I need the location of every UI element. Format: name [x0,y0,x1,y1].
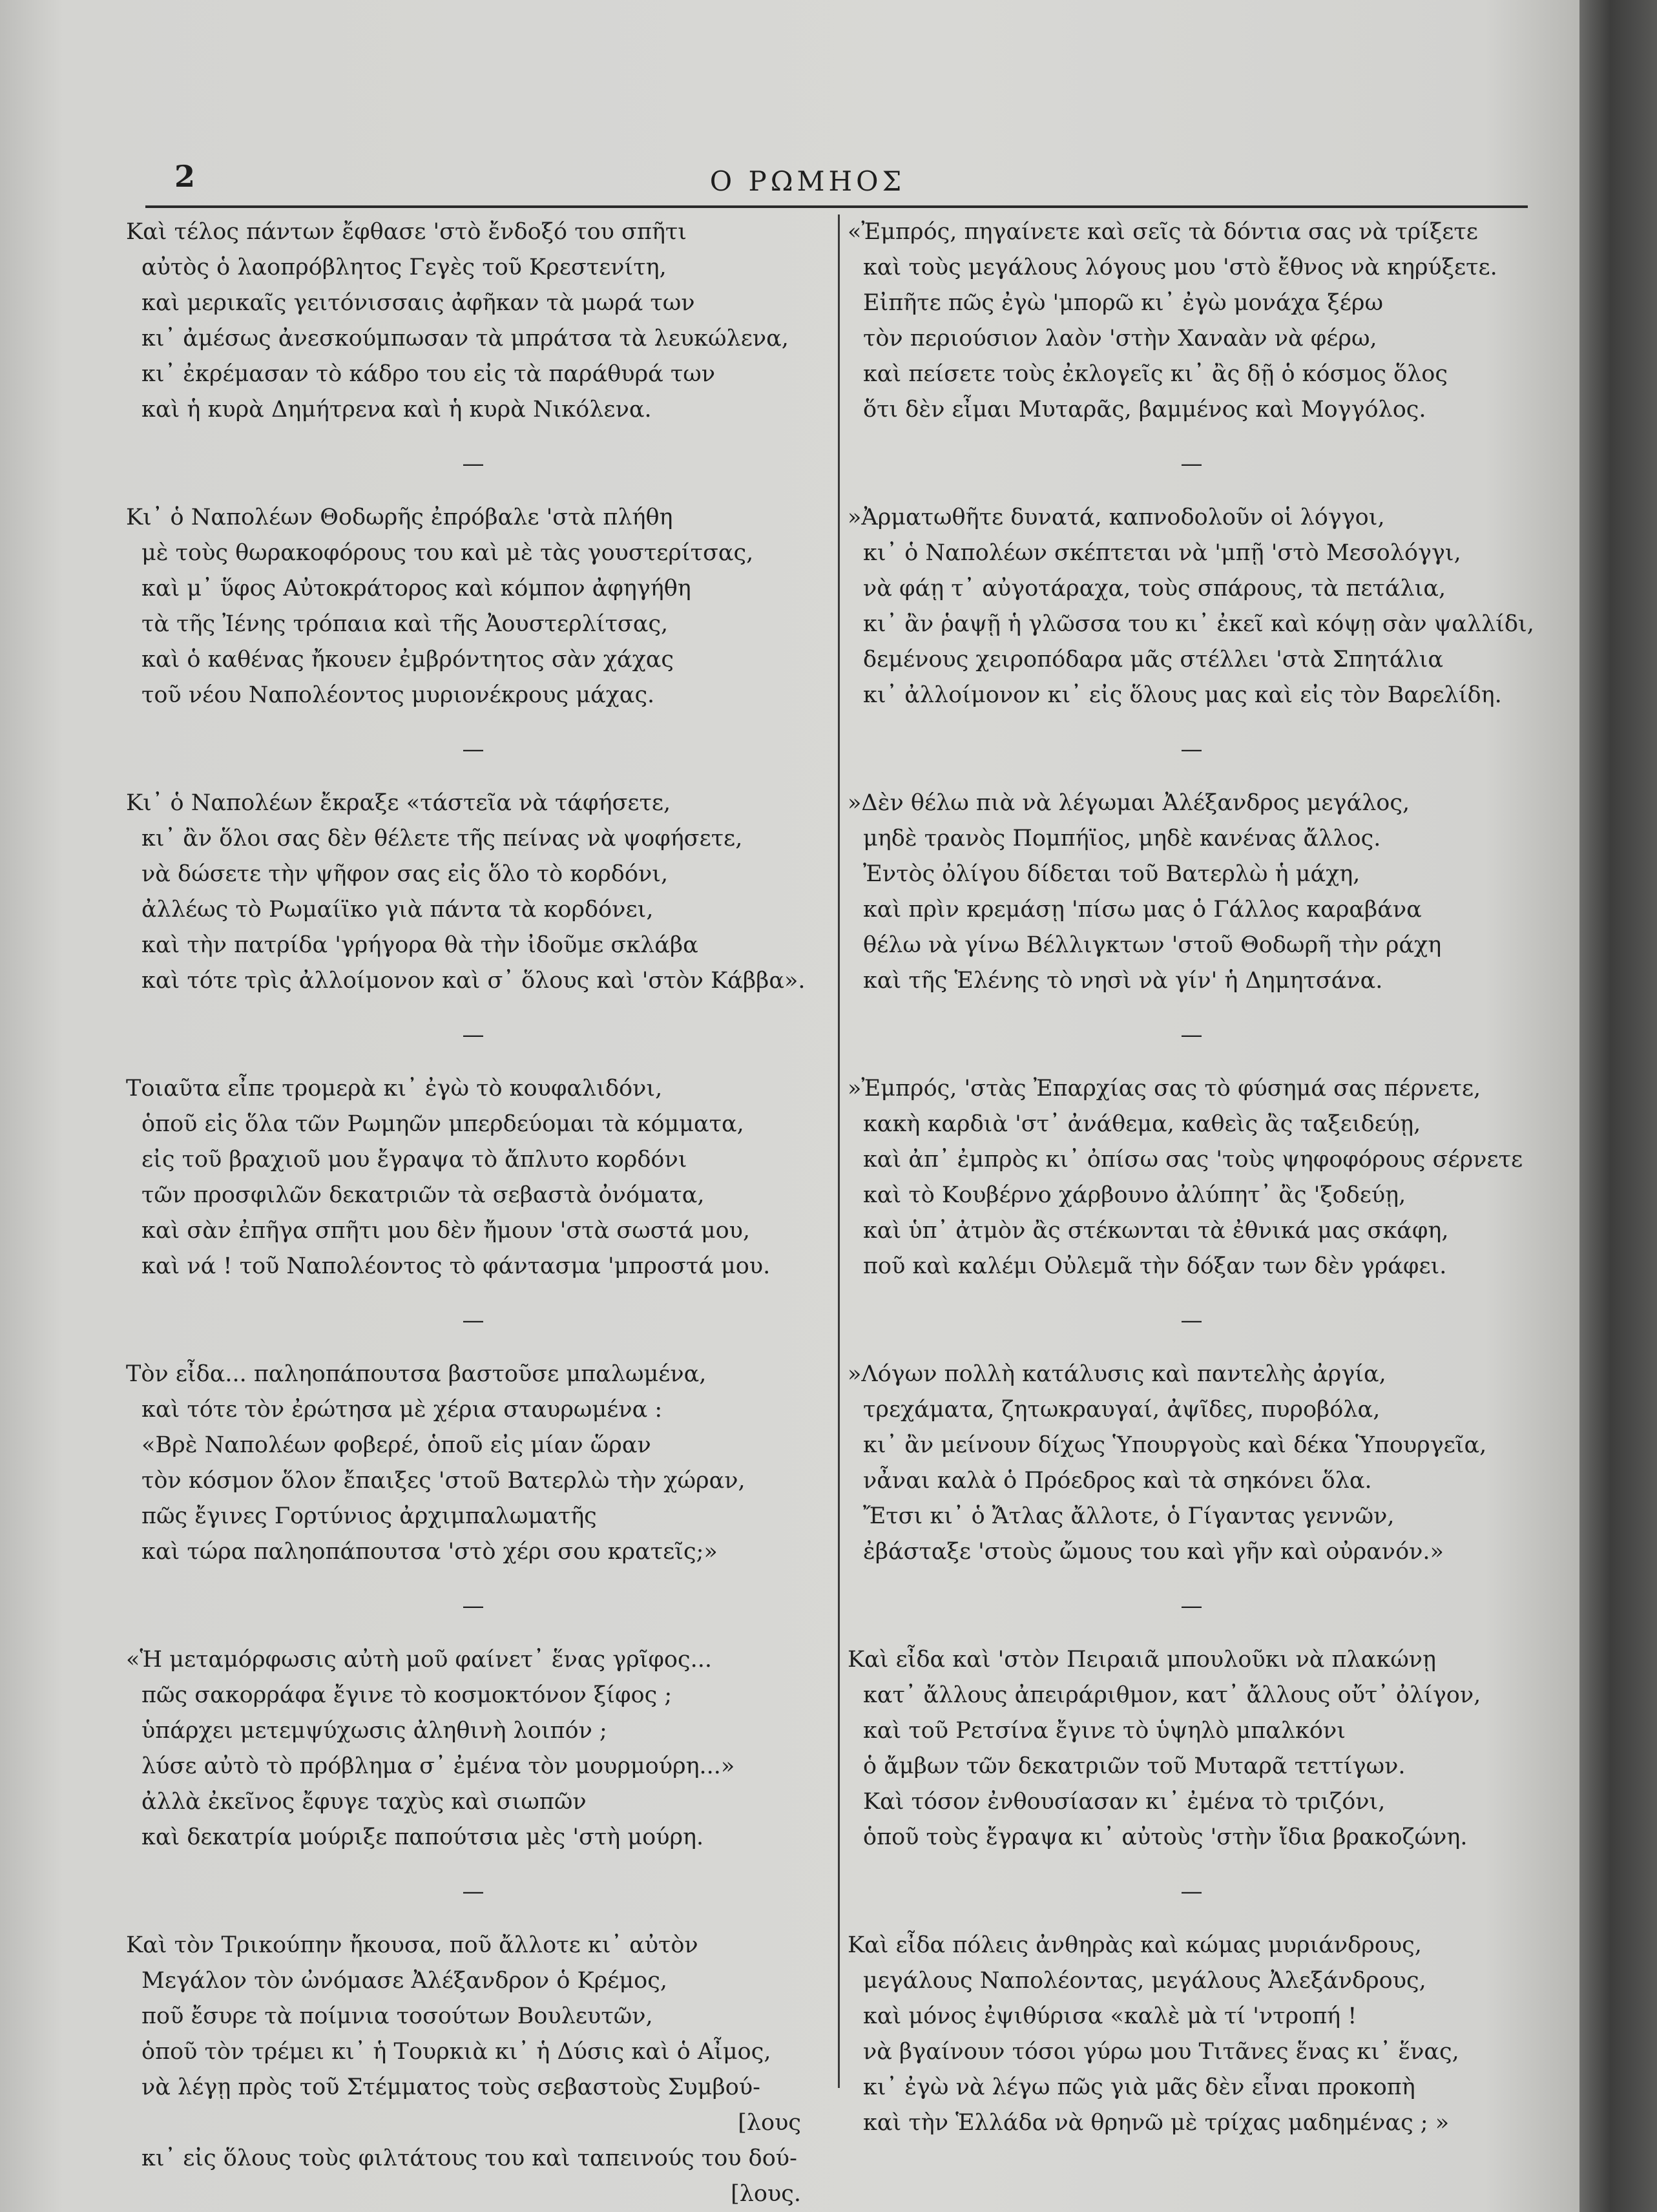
stanza [848,1357,1536,1570]
verse-line: »Ἐμπρός, 'στὰς Ἐπαρχίας σας τὸ φύσημά σας πέρνετε, [848,1076,1481,1101]
verse-line: καὶ τοὺς μεγάλους λόγους μου 'στὸ ἔθνος νὰ κηρύξετε. [863,255,1497,280]
verse-line: νὰ δώσετε τὴν ψῆφον σας εἰς ὅλο τὸ κορδόνι, [141,861,669,887]
verse-line: τὸν κόσμον ὅλον ἔπαιξες 'στοῦ Βατερλὼ τὴν χώραν, [141,1468,745,1494]
verse-line: καὶ ὁ καθένας ἤκουεν ἐμβρόντητος σὰν χάχας [141,647,674,673]
verse-line: Καὶ τέλος πάντων ἔφθασε 'στὸ ἔνδοξό του σπῆτι [126,219,687,245]
verse-line: κι᾽ ἂν μείνουν δίχως Ὑπουργοὺς καὶ δέκα Ὑπουργεῖα, [863,1432,1487,1458]
verse-line: καὶ δεκατρία μούριξε παπούτσια μὲς 'στὴ μούρη. [141,1824,704,1850]
verse-line: »Ἀρματωθῆτε δυνατά, καπνοδολοῦν οἱ λόγγοι, [848,505,1385,530]
verse-line: κατ᾽ ἄλλους ἀπειράριθμον, κατ᾽ ἄλλους οὔτ᾽ ὀλίγον, [863,1682,1481,1708]
stanza [848,214,1536,428]
verse-line: καὶ ἀπ᾽ ἐμπρὸς κι᾽ ὀπίσω σας 'τοὺς ψηφοφόρους σέρνετε [863,1147,1523,1173]
verse-line: τῶν προσφιλῶν δεκατριῶν τὰ σεβαστὰ ὀνόματα, [141,1182,705,1208]
verse-line: «Ἐμπρός, πηγαίνετε καὶ σεῖς τὰ δόντια σας νὰ τρίξετε [848,219,1478,245]
verse-line: καὶ τὴν Ἑλλάδα νὰ θρηνῶ μὲ τρίχας μαδημένας ; » [863,2110,1450,2136]
stanza [848,1928,1536,2141]
stanza-separator: — [1180,1022,1203,1048]
verse-line: κι᾽ ἂν ῥαψῇ ἡ γλῶσσα του κι᾽ ἐκεῖ καὶ κόψῃ σὰν ψαλλίδι, [863,611,1534,637]
verse-line: ὁποῦ τοὺς ἔγραψα κι᾽ αὐτοὺς 'στὴν ἴδια βρακοζώνη. [863,1824,1468,1850]
page-title: Ο ΡΩΜΗΟΣ [709,165,906,197]
verse-line: καὶ ὑπ᾽ ἀτμὸν ἂς στέκωνται τὰ ἐθνικά μας σκάφη, [863,1218,1449,1244]
verse-line: κι᾽ ἂν ὅλοι σας δὲν θέλετε τῆς πείνας νὰ ψοφήσετε, [141,826,743,851]
verse-line: ὁ ἄμβων τῶν δεκατριῶν τοῦ Μυταρᾶ τεττίγων. [863,1753,1406,1779]
verse-line: ἐβάσταξε 'στοὺς ὤμους του καὶ γῆν καὶ οὐρανόν.» [863,1539,1444,1565]
verse-line: καὶ ἡ κυρὰ Δημήτρενα καὶ ἡ κυρὰ Νικόλενα. [141,397,652,423]
stanza [126,500,820,713]
verse-line: καὶ τὸ Κουβέρνο χάρβουνο ἀλύπητ᾽ ἂς 'ξοδεύῃ, [863,1182,1406,1208]
verse-line: μὲ τοὺς θωρακοφόρους του καὶ μὲ τὰς γουστερίτσας, [141,540,754,566]
stanza-separator: — [462,1308,485,1333]
verse-line: καὶ νά ! τοῦ Ναπολέοντος τὸ φάντασμα 'μπροστά μου. [141,1253,771,1279]
verse-line: ἀλλὰ ἐκεῖνος ἔφυγε ταχὺς καὶ σιωπῶν [141,1789,587,1815]
stanza-separator: — [1180,1879,1203,1904]
stanza-separator: — [462,736,485,762]
verse-line: νὰ βγαίνουν τόσοι γύρω μου Τιτᾶνες ἕνας κι᾽ ἕνας, [863,2039,1459,2065]
verse-line: Καὶ εἶδα πόλεις ἀνθηρὰς καὶ κώμας μυριάνδρους, [848,1932,1422,1958]
verse-line: ὅτι δὲν εἶμαι Μυταρᾶς, βαμμένος καὶ Μογγόλος. [863,397,1426,423]
verse-line: ὁποῦ τὸν τρέμει κι᾽ ἡ Τουρκιὰ κι᾽ ἡ Δύσις καὶ ὁ Αἶμος, [141,2039,771,2065]
verse-line: αὐτὸς ὁ λαοπρόβλητος Γεγὲς τοῦ Κρεστενίτη, [141,255,667,280]
verse-line: «Ἡ μεταμόρφωσις αὐτὴ μοῦ φαίνετ᾽ ἕνας γρῖφος... [126,1647,712,1673]
verse-line: τὰ τῆς Ἰένης τρόπαια καὶ τῆς Ἀουστερλίτσας, [141,611,669,637]
verse-line: Τοιαῦτα εἶπε τρομερὰ κι᾽ ἐγὼ τὸ κουφαλιδόνι, [126,1076,663,1101]
verse-line: κι᾽ ἀμέσως ἀνεσκούμπωσαν τὰ μπράτσα τὰ λευκώλενα, [141,326,789,351]
stanza [126,1928,820,2212]
verse-line: κι᾽ ἐγὼ νὰ λέγω πῶς γιὰ μᾶς δὲν εἶναι προκοπὴ [863,2074,1415,2100]
verse-line: Κι᾽ ὁ Ναπολέων Θοδωρῆς ἐπρόβαλε 'στὰ πλήθη [126,505,673,530]
verse-line: Καὶ εἶδα καὶ 'στὸν Πειραιᾶ μπουλοῦκι νὰ πλακώνῃ [848,1647,1436,1673]
stanza [126,1071,820,1284]
verse-line: κι᾽ ἐκρέμασαν τὸ κάδρο του εἰς τὰ παράθυρά των [141,361,716,387]
verse-line: καὶ τῆς Ἑλένης τὸ νησὶ νὰ γίν' ἡ Δημητσάνα. [863,968,1383,994]
verse-line: νὰ λέγῃ πρὸς τοῦ Στέμματος τοὺς σεβαστοὺς Συμβού- [141,2074,760,2100]
verse-line: Μεγάλον τὸν ὠνόμασε Ἀλέξανδρον ὁ Κρέμος, [141,1968,667,1994]
verse-line: καὶ τὴν πατρίδα 'γρήγορα θὰ τὴν ἰδοῦμε σκλάβα [141,932,698,958]
verse-line: πῶς ἔγινες Γορτύνιος ἀρχιμπαλωματῆς [141,1503,597,1529]
verse-line: κι᾽ εἰς ὅλους τοὺς φιλτάτους του καὶ ταπεινούς του δού- [141,2145,797,2171]
stanza-separator: — [1180,1308,1203,1333]
verse-line: εἰς τοῦ βραχιοῦ μου ἔγραψα τὸ ἄπλυτο κορδόνι [141,1147,687,1173]
verse-line: καὶ σὰν ἐπῆγα σπῆτι μου δὲν ἤμουν 'στὰ σωστά μου, [141,1218,751,1244]
verse-line: καὶ πρὶν κρεμάσῃ 'πίσω μας ὁ Γάλλος καραβάνα [863,897,1422,923]
verse-line: καὶ τώρα παληοπάπουτσα 'στὸ χέρι σου κρατεῖς;» [141,1539,718,1565]
stanza-separator: — [462,1593,485,1619]
stanza [848,786,1536,999]
verse-line: »Λόγων πολλὴ κατάλυσις καὶ παντελὴς ἀργία, [848,1361,1386,1387]
verse-line: Ἔτσι κι᾽ ὁ Ἄτλας ἄλλοτε, ὁ Γίγαντας γεννῶν, [863,1503,1395,1529]
stanza [848,1071,1536,1284]
verse-line: Καὶ τόσον ἐνθουσίασαν κι᾽ ἐμένα τὸ τριζόνι, [863,1789,1386,1815]
verse-line: ποῦ ἔσυρε τὰ ποίμνια τοσούτων Βουλευτῶν, [141,2003,653,2029]
verse-line: μηδὲ τρανὸς Πομπήϊος, μηδὲ κανένας ἄλλος. [863,826,1381,851]
verse-line: καὶ τότε τρὶς ἀλλοίμονον καὶ σ᾽ ὅλους καὶ 'στὸν Κάββα». [141,968,806,994]
verse-line: ἀλλέως τὸ Ρωμαίϊκο γιὰ πάντα τὰ κορδόνει, [141,897,654,923]
stanza [126,786,820,999]
verse-line: πῶς σακορράφα ἔγινε τὸ κοσμοκτόνον ξίφος ; [141,1682,672,1708]
verse-line: ὑπάρχει μετεμψύχωσις ἀληθινὴ λοιπόν ; [141,1718,607,1744]
verse-line: ποῦ καὶ καλέμι Οὐλεμᾶ τὴν δόξαν των δὲν γράφει. [863,1253,1447,1279]
verse-line: τὸν περιούσιον λαὸν 'στὴν Χαναὰν νὰ φέρω, [863,326,1377,351]
verse-line: καὶ πείσετε τοὺς ἐκλογεῖς κι᾽ ἂς δῇ ὁ κόσμος ὅλος [863,361,1448,387]
verse-line: νἆναι καλὰ ὁ Πρόεδρος καὶ τὰ σηκόνει ὅλα. [863,1468,1372,1494]
stanza-separator: — [462,1879,485,1904]
verse-line: «Βρὲ Ναπολέων φοβερέ, ὁποῦ εἰς μίαν ὥραν [141,1432,651,1458]
stanza [126,1357,820,1570]
stanza-separator: — [462,1022,485,1048]
verse-line: κακὴ καρδιὰ 'στ᾽ ἀνάθεμα, καθεὶς ἂς ταξειδεύῃ, [863,1111,1421,1137]
verse-line: τρεχάματα, ζητωκραυγαί, ἀψῖδες, πυροβόλα, [863,1397,1381,1423]
stanza [848,1642,1536,1855]
stanza-separator: — [1180,451,1203,477]
verse-line: δεμένους χειροπόδαρα μᾶς στέλλει 'στὰ Σπητάλια [863,647,1444,673]
verse-line: »Δὲν θέλω πιὰ νὰ λέγωμαι Ἀλέξανδρος μεγάλος, [848,790,1410,816]
verse-line: καὶ μόνος ἐψιθύρισα «καλὲ μὰ τί 'ντροπή ! [863,2003,1357,2029]
stanza-separator: — [462,451,485,477]
verse-line: νὰ φάῃ τ᾽ αὐγοτάραχα, τοὺς σπάρους, τὰ πετάλια, [863,576,1446,601]
page-edge-shadow [1579,0,1657,2212]
page-number: 2 [174,159,196,194]
header-rule [145,205,1528,208]
verse-line: Εἰπῆτε πῶς ἐγὼ 'μπορῶ κι᾽ ἐγὼ μονάχα ξέρω [863,290,1383,316]
stanza-separator: — [1180,1593,1203,1619]
column-divider [838,214,840,2088]
verse-line: Κι᾽ ὁ Ναπολέων ἔκραξε «τάστεῖα νὰ τάφήσετε, [126,790,671,816]
right-column [848,214,1536,2141]
stanza [848,500,1536,713]
verse-line: [λους [738,2110,801,2136]
verse-line: τοῦ νέου Ναπολέοντος μυριονέκρους μάχας. [141,682,655,708]
verse-line: καὶ τοῦ Ρετσίνα ἔγινε τὸ ὑψηλὸ μπαλκόνι [863,1718,1346,1744]
verse-line: θέλω νὰ γίνω Βέλλιγκτων 'στοῦ Θοδωρῆ τὴν ράχη [863,932,1442,958]
stanza [126,214,820,428]
verse-line: Ἐντὸς ὀλίγου δίδεται τοῦ Βατερλὼ ἡ μάχη, [863,861,1360,887]
left-column [126,214,820,2212]
verse-line: μεγάλους Ναπολέοντας, μεγάλους Ἀλεξάνδρους, [863,1968,1426,1994]
verse-line: κι᾽ ἀλλοίμονον κι᾽ εἰς ὅλους μας καὶ εἰς τὸν Βαρελίδη. [863,682,1502,708]
verse-line: Καὶ τὸν Τρικούπην ἤκουσα, ποῦ ἄλλοτε κι᾽ αὐτὸν [126,1932,698,1958]
verse-line: [λους. [731,2181,801,2207]
verse-line: καὶ τότε τὸν ἐρώτησα μὲ χέρια σταυρωμένα : [141,1397,663,1423]
verse-line: καὶ μ᾽ ὕφος Αὐτοκράτορος καὶ κόμπον ἀφηγήθη [141,576,691,601]
stanza-separator: — [1180,736,1203,762]
verse-line: καὶ μερικαῖς γειτόνισσαις ἀφῆκαν τὰ μωρά των [141,290,695,316]
verse-line: κι᾽ ὁ Ναπολέων σκέπτεται νὰ 'μπῇ 'στὸ Μεσολόγγι, [863,540,1461,566]
verse-line: λύσε αὐτὸ τὸ πρόβλημα σ᾽ ἐμένα τὸν μουρμούρη...» [141,1753,735,1779]
verse-line: Τὸν εἶδα... παληοπάπουτσα βαστοῦσε μπαλωμένα, [126,1361,707,1387]
stanza [126,1642,820,1855]
verse-line: ὁποῦ εἰς ὅλα τῶν Ρωμηῶν μπερδεύομαι τὰ κόμματα, [141,1111,744,1137]
